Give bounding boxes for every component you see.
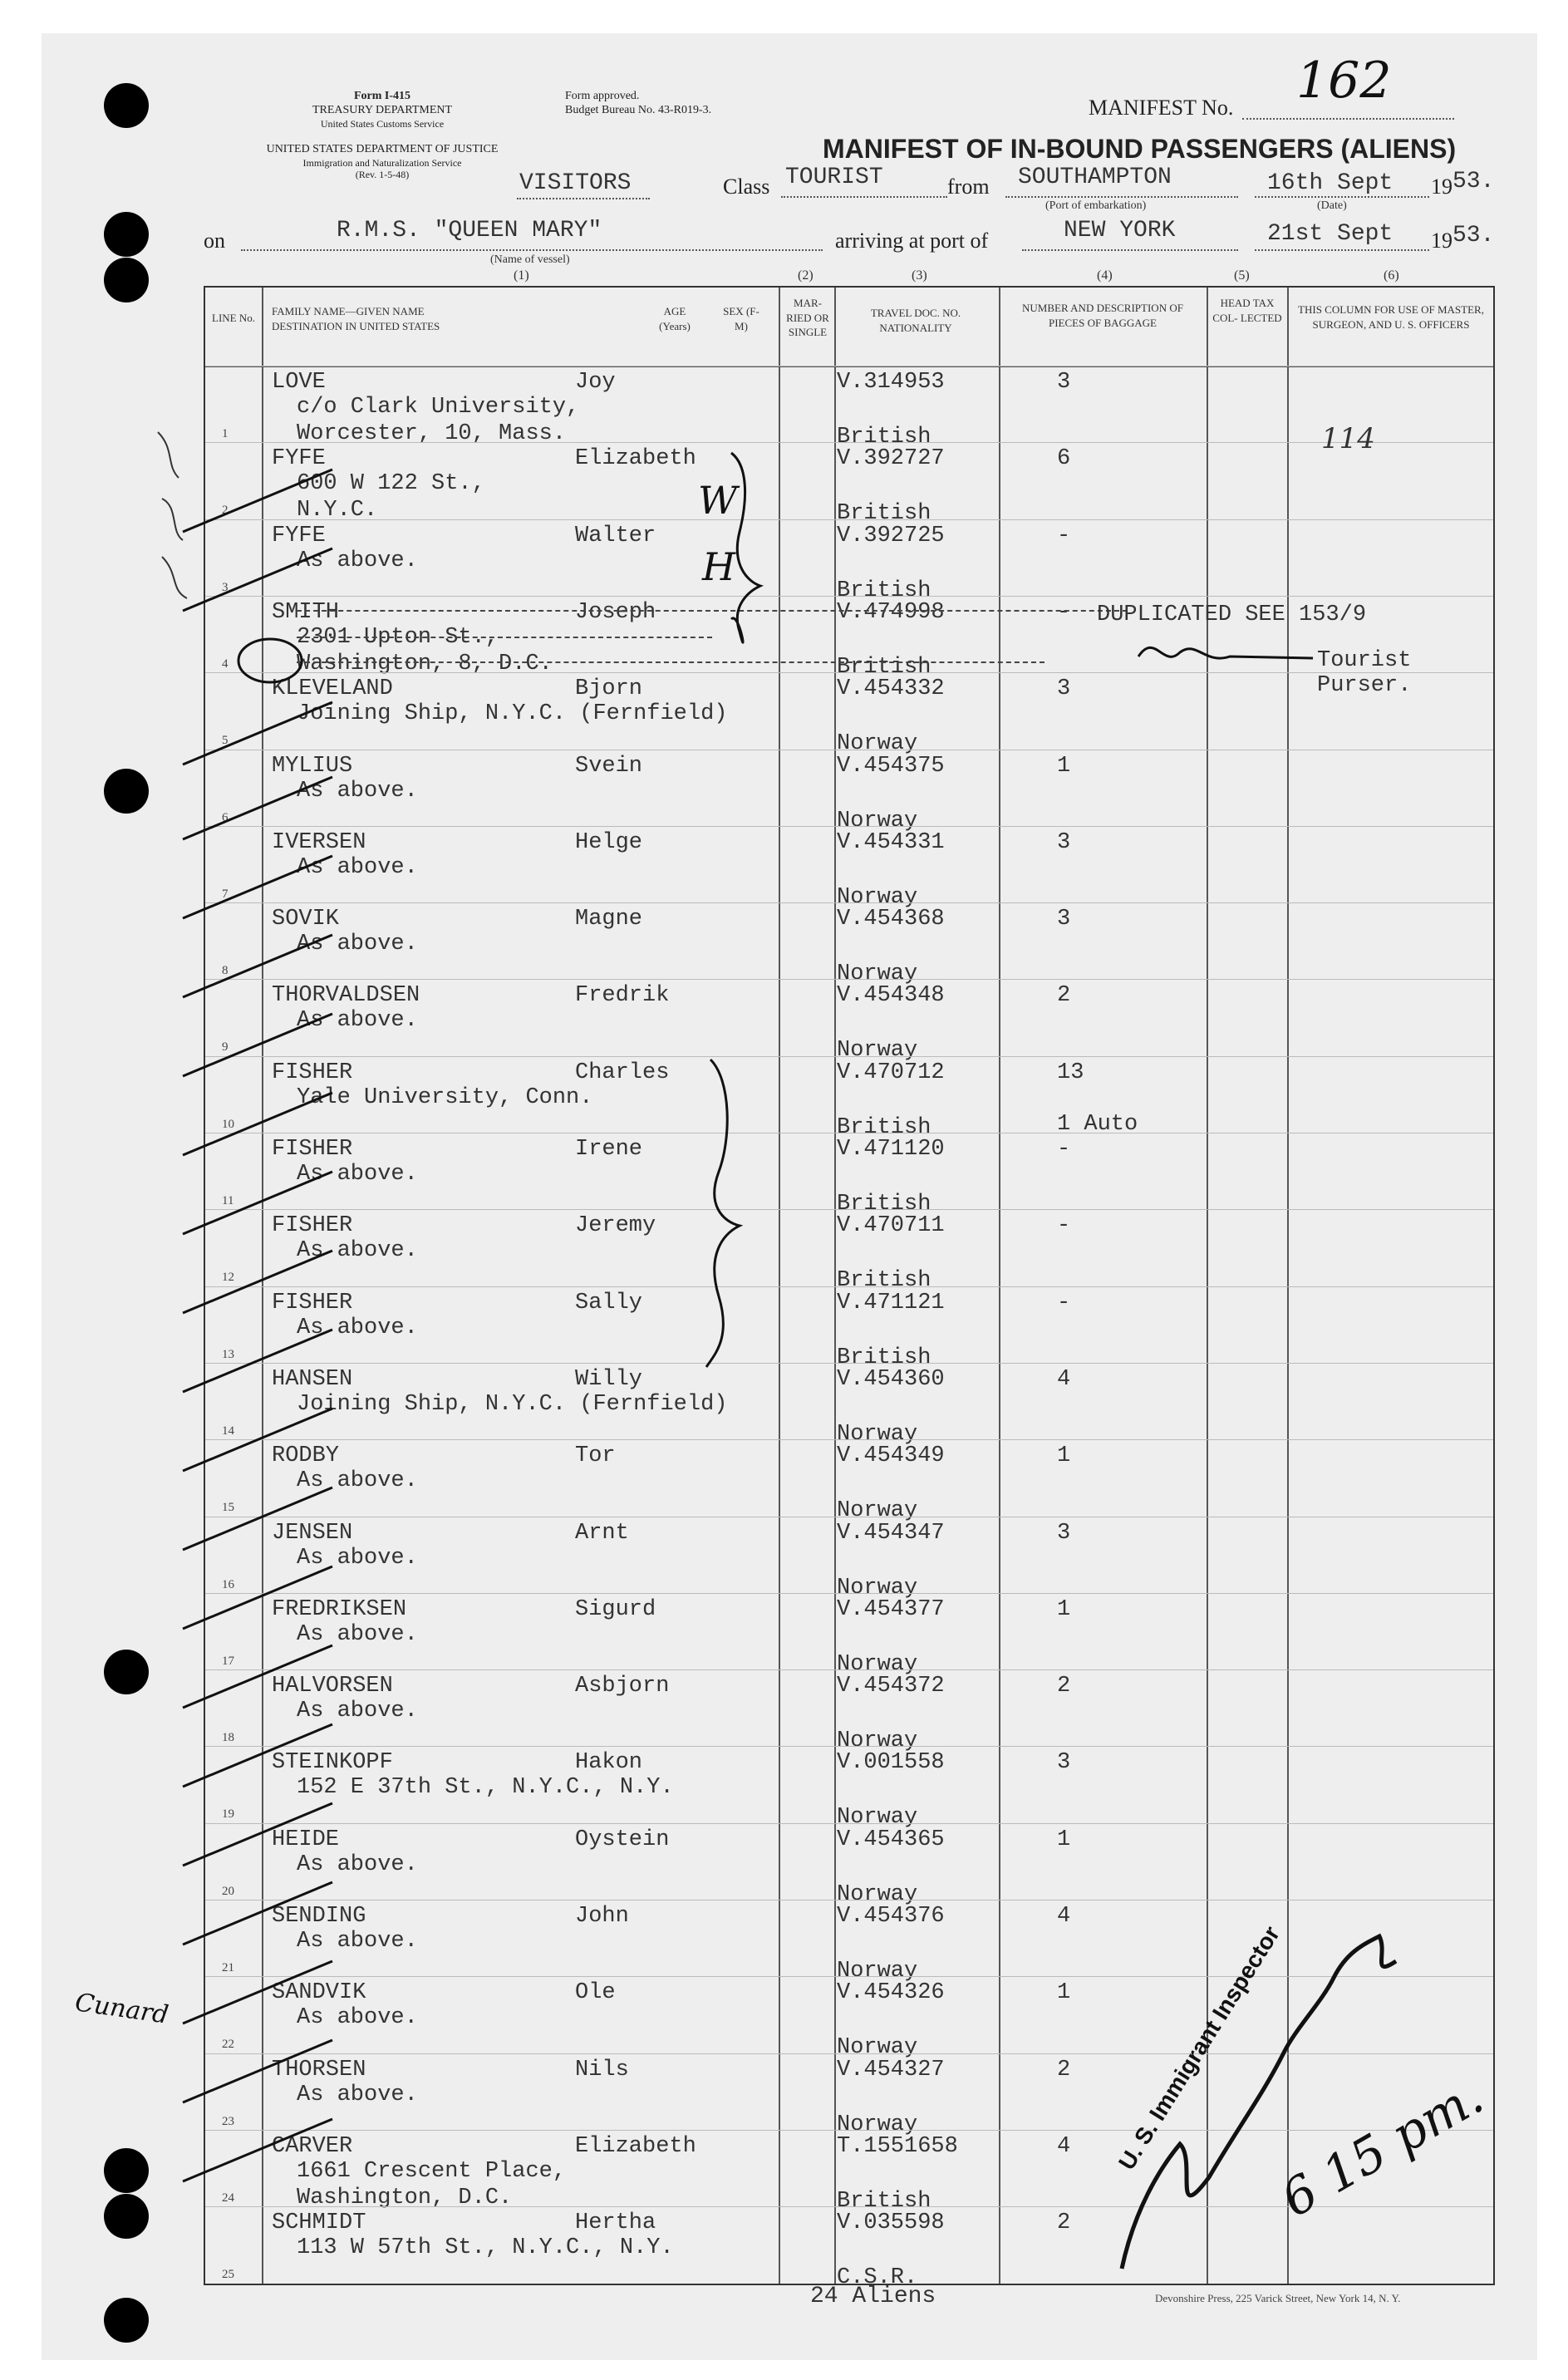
family-name: IVERSEN [272,829,366,855]
arriving-label: arriving at port of [835,229,989,253]
line-number: 10 [222,1117,234,1131]
line-number: 22 [222,2038,234,2052]
nationality: Norway [837,1881,918,1907]
destination-line-1: As above. [297,778,418,804]
col-age: AGE (Years) [659,305,691,332]
nationality: British [837,501,931,527]
baggage-count: 6 [1057,446,1071,472]
nationality: British [837,654,931,680]
check-marks [183,470,332,2181]
baggage-count: 3 [1057,676,1071,702]
destination-line-1: As above. [297,1699,418,1724]
travel-doc-no: V.454360 [837,1366,945,1392]
revision: (Rev. 1-5-48) [355,169,410,181]
given-name: Elizabeth [575,446,696,472]
destination-line-1: As above. [297,2082,418,2107]
destination-line-1: Joining Ship, N.Y.C. (Fernfield) [297,1391,728,1417]
family-name: SOVIK [272,907,340,932]
baggage-count: 4 [1057,1904,1071,1929]
baggage-count: 3 [1057,829,1071,855]
nationality: Norway [837,1498,918,1524]
justice-dept: UNITED STATES DEPARTMENT OF JUSTICE [266,142,499,155]
travel-doc-no: V.392725 [837,523,945,548]
line-number: 20 [222,1884,234,1898]
embark-year: 53. [1452,169,1495,194]
baggage-count: - [1057,1137,1071,1162]
destination-line-1: c/o Clark University, [297,395,580,420]
nationality: Norway [837,1805,918,1831]
given-name: Walter [575,523,656,548]
travel-doc-no: V.454372 [837,1674,945,1699]
purser-note: Purser. [1317,673,1412,698]
col-family: FAMILY NAME—GIVEN NAME [272,305,425,317]
nationality: Norway [837,2035,918,2061]
manifest-title: MANIFEST OF IN-BOUND PASSENGERS (ALIENS) [823,134,1457,164]
family-name: HANSEN [272,1366,353,1392]
embark-date: 16th Sept [1267,170,1394,196]
baggage-count: 3 [1057,370,1071,395]
colnum-6: (6) [1384,268,1399,283]
baggage-count: 4 [1057,1366,1071,1392]
col-officers: THIS COLUMN FOR USE OF MASTER, SURGEON, AND U. S. OFFICERS [1298,303,1484,331]
port-embarkation-caption: (Port of embarkation) [1045,199,1147,212]
family-name: SANDVIK [272,1980,366,2006]
given-name: Ole [575,1980,616,2006]
fisher-brace [706,1060,740,1367]
class-label: Class [723,175,770,199]
baggage-count: 1 [1057,753,1071,779]
baggage-count: 1 [1057,1443,1071,1469]
given-name: Helge [575,829,643,855]
line-number: 25 [222,2268,234,2282]
given-name: Irene [575,1137,643,1162]
colnum-5: (5) [1234,268,1250,283]
family-name: FISHER [272,1060,353,1085]
travel-doc-no: V.454331 [837,829,945,855]
baggage-count: 2 [1057,2210,1071,2236]
travel-doc-no: V.314953 [837,370,945,395]
manifest-no-label: MANIFEST No. [1089,96,1234,120]
baggage-extra: 1 Auto [1057,1111,1138,1137]
destination-line-1: Yale University, Conn. [297,1084,593,1110]
given-name: Fredrik [575,983,670,1009]
travel-doc-no: V.454347 [837,1520,945,1546]
destination-line-1: Joining Ship, N.Y.C. (Fernfield) [297,701,728,727]
col-destination: DESTINATION IN UNITED STATES [272,320,440,332]
margin-scribble [158,432,187,598]
destination-line-1: 2301 Upton St., [297,624,499,650]
travel-doc-no: V.471120 [837,1137,945,1162]
given-name: John [575,1904,629,1929]
family-name: FYFE [272,523,326,548]
baggage-count: 3 [1057,907,1071,932]
customs-service: United States Customs Service [320,117,445,130]
given-name: Arnt [575,1520,629,1546]
baggage-count: - [1057,1213,1071,1239]
baggage-count: 13 [1057,1060,1084,1085]
inspector-stamp: U. S. Immigrant Inspector [1113,1921,1285,2175]
baggage-count: 1 [1057,1827,1071,1852]
line-number: 19 [222,1807,234,1822]
line-number: 4 [222,656,229,671]
destination-line-2: Washington, D.C. [297,2185,513,2210]
baggage-count: 1 [1057,1980,1071,2006]
nationality: Norway [837,2112,918,2137]
baggage-count: - [1057,1290,1071,1315]
given-name: Magne [575,907,643,932]
baggage-count: 1 [1057,1596,1071,1622]
travel-doc-no: V.454327 [837,2057,945,2082]
travel-doc-no: V.470711 [837,1213,945,1239]
nationality: British [837,1268,931,1294]
given-name: Elizabeth [575,2133,696,2159]
nationality: Norway [837,961,918,987]
nationality: British [837,2188,931,2214]
line-number: 1 [222,427,229,440]
arrival-date: 21st Sept [1267,221,1394,247]
tourist-note: Tourist [1317,648,1412,673]
destination-line-1: 1661 Crescent Place, [297,2158,567,2184]
travel-doc-no: T.1551658 [837,2133,958,2159]
class-value: TOURIST [785,165,883,190]
given-name: Willy [575,1366,643,1392]
destination-line-2: N.Y.C. [297,498,378,524]
duplicated-note: DUPLICATED SEE 153/9 [1097,602,1367,627]
destination-line-2: Washington, 8, D.C. [297,651,553,676]
destination-line-1: As above. [297,1008,418,1034]
family-name: SMITH [272,599,340,625]
family-name: MYLIUS [272,753,353,779]
family-name: STEINKOPF [272,1750,393,1776]
hand-w: W [698,478,738,523]
vessel-caption: (Name of vessel) [490,253,570,266]
line-number: 17 [222,1654,234,1668]
line-number: 5 [222,734,229,748]
line-number: 11 [222,1194,234,1207]
nationality: Norway [837,731,918,757]
on-label: on [204,229,225,253]
line-number: 3 [222,580,229,594]
colnum-4: (4) [1097,268,1113,283]
family-name: HEIDE [272,1827,340,1852]
date-caption: (Date) [1317,199,1347,212]
baggage-count: 3 [1057,1750,1071,1776]
line-number: 12 [222,1271,234,1285]
given-name: Nils [575,2057,629,2082]
destination-line-1: As above. [297,2005,418,2031]
manifest-number: 162 [1296,52,1392,110]
nationality: Norway [837,808,918,833]
signature-stroke [1122,1936,1396,2269]
form-number: Form I-415 [353,90,411,102]
destination-line-1: 600 W 122 St., [297,471,485,497]
destination-line-1: 152 E 37th St., N.Y.C., N.Y. [297,1775,674,1801]
nationality: British [837,1114,931,1140]
family-name: FYFE [272,446,326,472]
colnum-2: (2) [798,268,813,283]
travel-doc-no: V.454365 [837,1827,945,1852]
line-number: 16 [222,1577,234,1591]
year-prefix-2: 19 [1431,229,1452,253]
given-name: Asbjorn [575,1674,670,1699]
given-name: Tor [575,1443,616,1469]
family-name: RODBY [272,1443,340,1469]
printer-credit: Devonshire Press, 225 Varick Street, New York 14, N. Y. [1155,2292,1401,2304]
nationality: Norway [837,884,918,910]
line4-circle [238,639,302,682]
arrival-time: 6 15 pm. [1271,2067,1493,2230]
nationality: British [837,425,931,450]
travel-doc-no: V.474998 [837,599,945,625]
family-name: LOVE [272,370,326,395]
colnum-3: (3) [912,268,927,283]
baggage-count: 2 [1057,2057,1071,2082]
nationality: Norway [837,1421,918,1447]
family-name: FISHER [272,1213,353,1239]
nationality: British [837,1192,931,1217]
col-tax: HEAD TAX COL- LECTED [1212,297,1282,324]
from-label: from [947,175,990,199]
family-name: FISHER [272,1290,353,1315]
travel-doc-no: V.454326 [837,1980,945,2006]
given-name: Joseph [575,599,656,625]
col-travel: TRAVEL DOC. NO. NATIONALITY [870,307,961,334]
baggage-count: 2 [1057,1674,1071,1699]
colnum-1: (1) [514,268,529,283]
duplicate-initials [1138,647,1313,658]
given-name: Joy [575,370,616,395]
line-number: 21 [222,1961,234,1974]
baggage-count: 2 [1057,983,1071,1009]
given-name: Oystein [575,1827,670,1852]
nationality: Norway [837,1959,918,1984]
given-name: Sigurd [575,1596,656,1622]
family-name: KLEVELAND [272,676,393,702]
col-line: LINE No. [212,312,255,324]
travel-doc-no: V.470712 [837,1060,945,1085]
line-number: 14 [222,1424,234,1438]
travel-doc-no: V.471121 [837,1290,945,1315]
line-number: 24 [222,2191,234,2205]
destination-line-2: Worcester, 10, Mass. [297,421,567,446]
family-name: JENSEN [272,1520,353,1546]
given-name: Hakon [575,1750,643,1776]
family-name: SCHMIDT [272,2210,366,2236]
travel-doc-no: V.454377 [837,1596,945,1622]
destination-line-1: As above. [297,1929,418,1954]
destination-line-1: As above. [297,1238,418,1264]
line-number: 23 [222,2114,234,2128]
nationality: British [837,1345,931,1370]
travel-doc-no: V.454348 [837,983,945,1009]
nationality: C.S.R. [837,2265,918,2291]
baggage-count: - [1057,523,1071,548]
travel-doc-no: V.001558 [837,1750,945,1776]
line-number: 9 [222,1040,229,1055]
nationality: Norway [837,1728,918,1754]
line-number: 15 [222,1501,234,1515]
family-name: FISHER [272,1137,353,1162]
col-sex: SEX (F-M) [723,305,759,332]
destination-line-1: As above. [297,854,418,880]
count-114: 114 [1321,422,1375,455]
form-approval: Form approved. Budget Bureau No. 43-R019-3. [565,90,712,116]
given-name: Charles [575,1060,670,1085]
family-name: FREDRIKSEN [272,1596,407,1622]
given-name: Jeremy [575,1213,656,1239]
family-name: CARVER [272,2133,353,2159]
family-name: HALVORSEN [272,1674,393,1699]
nationality: Norway [837,1651,918,1677]
arrival-port: NEW YORK [1064,218,1176,243]
destination-line-1: As above. [297,1315,418,1340]
destination-line-1: As above. [297,1468,418,1494]
total-aliens: 24 Aliens [810,2284,936,2309]
given-name: Bjorn [575,676,643,702]
arrival-year: 53. [1452,223,1495,248]
fyfe-brace [731,453,760,642]
travel-doc-no: V.454375 [837,753,945,779]
travel-doc-no: V.035598 [837,2210,945,2236]
line-number: 18 [222,1731,234,1745]
travel-doc-no: V.454376 [837,1904,945,1929]
baggage-count: 3 [1057,1520,1071,1546]
destination-line-1: As above. [297,1545,418,1571]
travel-doc-no: V.392727 [837,446,945,472]
nationality: Norway [837,1038,918,1064]
destination-line-1: As above. [297,1851,418,1877]
nationality: British [837,578,931,603]
vessel-name: R.M.S. "QUEEN MARY" [337,218,602,243]
col-baggage: NUMBER AND DESCRIPTION OF PIECES OF BAGGAGE [1022,302,1183,329]
travel-doc-no: V.454349 [837,1443,945,1469]
line-number: 8 [222,964,229,978]
baggage-count: 4 [1057,2133,1071,2159]
family-name: THORSEN [272,2057,366,2082]
ins-service: Immigration and Naturalization Service [302,156,462,169]
family-name: THORVALDSEN [272,983,420,1009]
col-married: MAR- RIED OR SINGLE [786,297,829,339]
given-name: Sally [575,1290,643,1315]
family-name: SENDING [272,1904,366,1929]
destination-line-1: As above. [297,1621,418,1647]
year-prefix: 19 [1431,175,1452,199]
destination-line-1: As above. [297,1162,418,1187]
travel-doc-no: V.454332 [837,676,945,702]
line-number: 2 [222,504,229,518]
line-number: 6 [222,810,229,824]
given-name: Svein [575,753,643,779]
margin-cunard: Cunard [73,1988,170,2030]
line-number: 7 [222,887,229,901]
destination-line-1: As above. [297,932,418,957]
hand-h: H [702,544,736,589]
treasury-dept: TREASURY DEPARTMENT [312,103,453,116]
visitors-label: VISITORS [519,170,632,196]
given-name: Hertha [575,2210,656,2236]
from-value: SOUTHAMPTON [1018,165,1172,190]
baggage-count: - [1057,599,1071,625]
nationality: Norway [837,1575,918,1601]
travel-doc-no: V.454368 [837,907,945,932]
destination-line-1: As above. [297,548,418,573]
destination-line-1: 113 W 57th St., N.Y.C., N.Y. [297,2235,674,2261]
line-number: 13 [222,1347,234,1361]
